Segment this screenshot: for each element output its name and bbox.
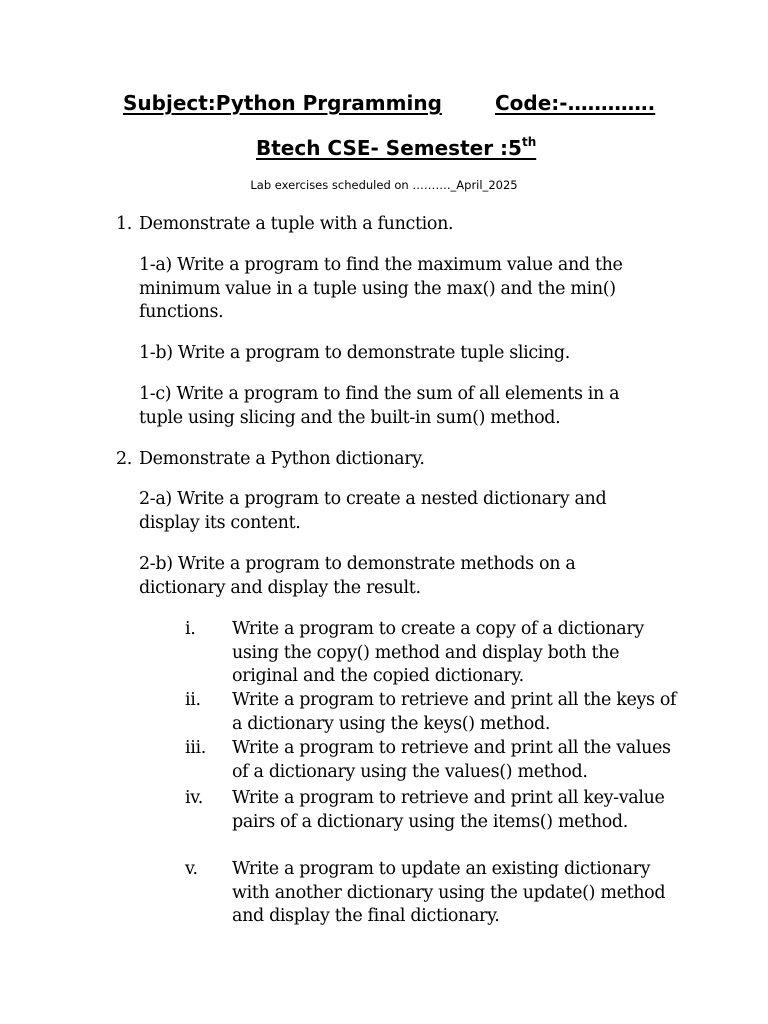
list-item-number: i. bbox=[185, 619, 196, 639]
list-item: Write a program to create a copy of a dictionary using the copy() method and display both the original and the copied dictionary. bbox=[232, 619, 644, 686]
course-heading bbox=[256, 136, 536, 160]
question-1a: 1-a) Write a program to find the maximum value and the minimum value in a tuple using the max() and the min() functions. bbox=[139, 255, 623, 322]
question-2-title: Demonstrate a Python dictionary. bbox=[139, 449, 425, 469]
question-2-number: 2. bbox=[116, 449, 132, 469]
question-2b: 2-b) Write a program to demonstrate methods on a dictionary and display the result. bbox=[139, 554, 576, 598]
question-1-number: 1. bbox=[116, 214, 132, 234]
list-item-number: iv. bbox=[185, 788, 203, 808]
list-item-number: v. bbox=[185, 859, 198, 879]
course-heading-superscript: th bbox=[521, 135, 537, 149]
subject-heading: Subject:Python Prgramming bbox=[123, 91, 442, 115]
list-item: Write a program to retrieve and print all the keys of a dictionary using the keys() method. bbox=[232, 690, 677, 734]
question-1b: 1-b) Write a program to demonstrate tuple slicing. bbox=[139, 343, 570, 363]
code-heading: Code:-…………. bbox=[495, 91, 656, 115]
course-heading-text: Btech CSE- Semester :5 bbox=[256, 136, 522, 160]
schedule-line: Lab exercises scheduled on ………._April_2025 bbox=[250, 178, 518, 192]
question-2a: 2-a) Write a program to create a nested dictionary and display its content. bbox=[139, 489, 607, 533]
list-item: Write a program to retrieve and print all key-value pairs of a dictionary using the items() method. bbox=[232, 788, 665, 832]
list-item-number: iii. bbox=[185, 738, 206, 758]
question-1c: 1-c) Write a program to find the sum of all elements in a tuple using slicing and the built-in sum() method. bbox=[139, 384, 620, 428]
list-item-number: ii. bbox=[185, 690, 201, 710]
list-item: Write a program to retrieve and print all the values of a dictionary using the values() method. bbox=[232, 738, 671, 782]
list-item: Write a program to update an existing dictionary with another dictionary using the update() method and display the final dictionary. bbox=[232, 859, 666, 926]
question-1-title: Demonstrate a tuple with a function. bbox=[139, 214, 454, 234]
